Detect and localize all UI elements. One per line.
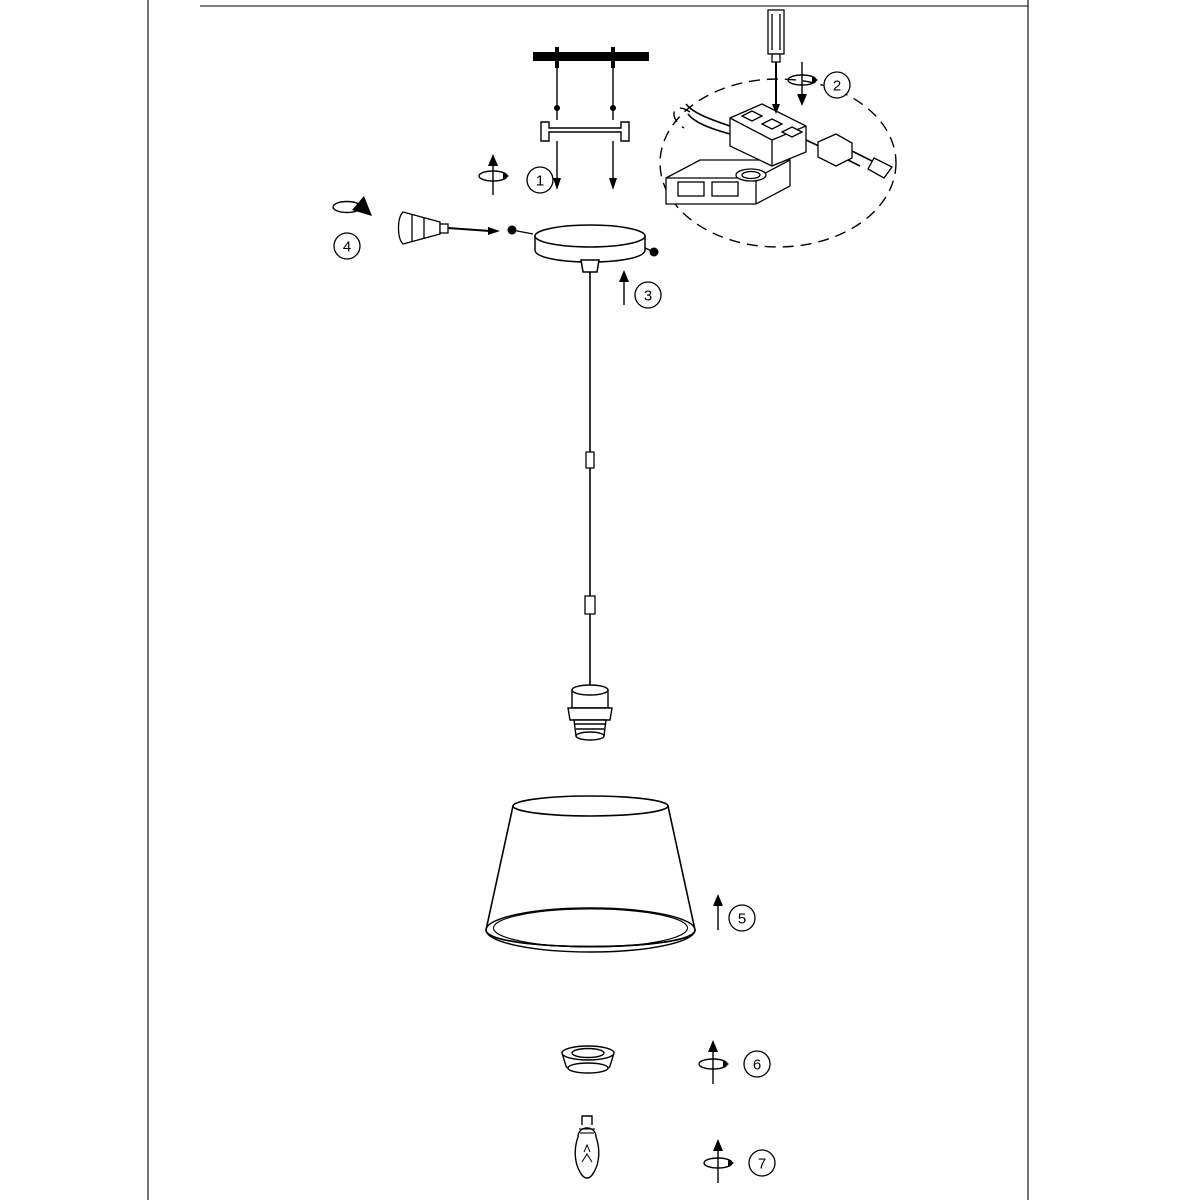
step-7-marker: [749, 1150, 775, 1176]
step-6-marker: [744, 1051, 770, 1077]
step-2-marker: [824, 72, 850, 98]
lamp-holder: [568, 685, 612, 740]
step-2-label: 2: [832, 77, 842, 95]
light-bulb: [575, 1116, 599, 1178]
lamp-shade: [486, 796, 695, 952]
step-3-marker: [635, 282, 661, 308]
step-5-label: 5: [737, 910, 747, 928]
step-3-arrow: [619, 270, 629, 305]
screwdriver-left-icon: [399, 212, 501, 244]
shade-ring-nut: [562, 1046, 614, 1073]
ceiling-canopy-group: [508, 225, 659, 272]
step-7-arrow: [704, 1139, 734, 1183]
step-4-marker: [334, 233, 360, 259]
step-5-marker: [729, 905, 755, 931]
step-7-label: 7: [757, 1155, 767, 1173]
step-6-label: 6: [752, 1056, 762, 1074]
ceiling-bracket-group: [533, 47, 649, 190]
step-4-arrow: [333, 196, 372, 216]
step-4-label: 4: [342, 238, 352, 256]
step-1-label: 1: [535, 172, 545, 190]
step-1-marker: [527, 167, 553, 193]
step-5-arrow: [713, 894, 723, 930]
step-3-label: 3: [643, 287, 653, 305]
step-6-arrow: [699, 1040, 729, 1084]
suspension-cord: [585, 272, 595, 690]
step-1-arrow: [479, 154, 509, 195]
